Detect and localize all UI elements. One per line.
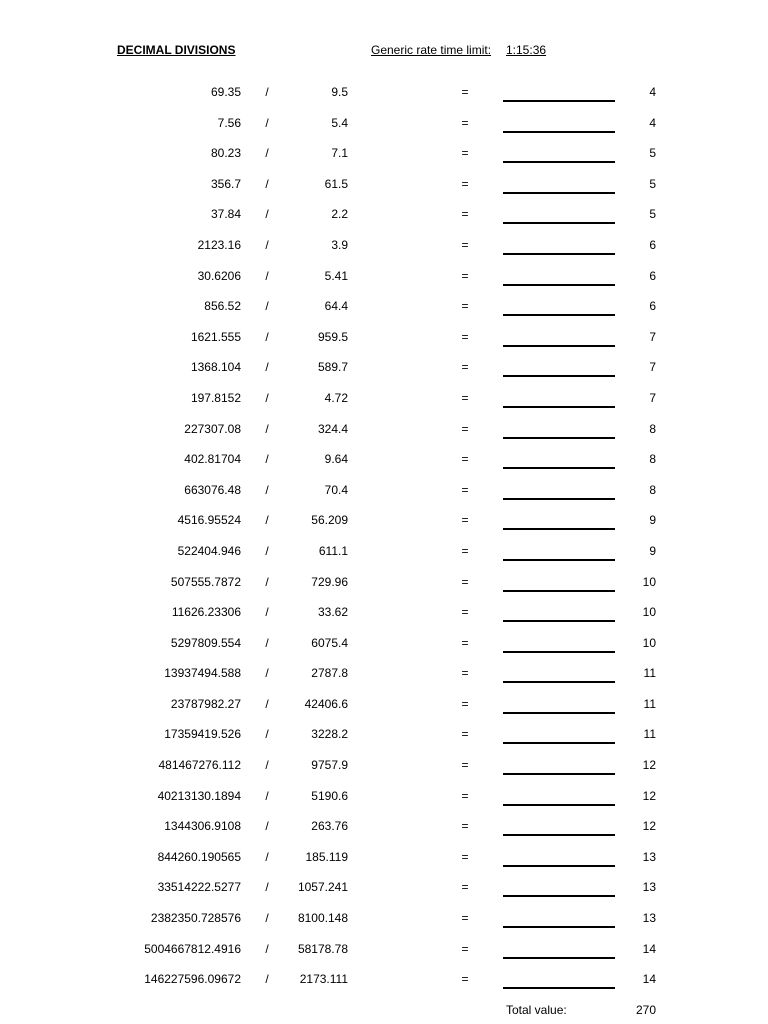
dividend: 856.52 xyxy=(204,299,241,314)
answer-blank[interactable] xyxy=(503,467,615,469)
problem-row xyxy=(0,935,768,966)
point-value: 6 xyxy=(649,299,656,314)
division-sign: / xyxy=(265,941,269,956)
point-value: 13 xyxy=(642,880,656,895)
answer-blank[interactable] xyxy=(503,559,615,561)
divisor: 9.5 xyxy=(331,85,348,99)
answer-blank[interactable] xyxy=(503,681,615,683)
problem-row xyxy=(0,262,768,293)
equals-sign: = xyxy=(461,115,469,130)
dividend: 2382350.728576 xyxy=(150,911,241,926)
equals-sign: = xyxy=(461,972,469,987)
answer-blank[interactable] xyxy=(503,651,615,653)
point-value: 11 xyxy=(643,727,656,742)
dividend: 4516.95524 xyxy=(177,513,241,528)
point-value: 10 xyxy=(642,635,656,650)
point-value: 5 xyxy=(649,207,656,222)
division-sign: / xyxy=(265,329,269,344)
problem-row xyxy=(0,78,768,109)
dividend: 5004667812.4916 xyxy=(144,941,241,956)
point-value: 12 xyxy=(642,819,656,834)
answer-blank[interactable] xyxy=(503,253,615,255)
answer-blank[interactable] xyxy=(503,773,615,775)
answer-blank[interactable] xyxy=(503,865,615,867)
answer-blank[interactable] xyxy=(503,987,615,989)
division-sign: / xyxy=(265,268,269,283)
equals-sign: = xyxy=(461,605,469,620)
divisor: 33.62 xyxy=(317,605,348,620)
division-sign: / xyxy=(265,696,269,711)
division-sign: / xyxy=(265,452,269,467)
equals-sign: = xyxy=(461,85,469,99)
equals-sign: = xyxy=(461,299,469,314)
division-sign: / xyxy=(265,880,269,895)
divisor: 1057.241 xyxy=(297,880,348,895)
divisor: 3228.2 xyxy=(311,727,348,742)
division-sign: / xyxy=(265,849,269,864)
division-sign: / xyxy=(265,115,269,130)
answer-blank[interactable] xyxy=(503,284,615,286)
point-value: 14 xyxy=(642,972,656,987)
equals-sign: = xyxy=(461,452,469,467)
divisor: 185.119 xyxy=(305,849,348,864)
division-sign: / xyxy=(265,605,269,620)
answer-blank[interactable] xyxy=(503,895,615,897)
point-value: 10 xyxy=(642,605,656,620)
problem-row xyxy=(0,629,768,660)
equals-sign: = xyxy=(461,176,469,191)
problem-row xyxy=(0,415,768,446)
dividend: 663076.48 xyxy=(184,482,241,497)
problem-row xyxy=(0,720,768,751)
dividend: 356.7 xyxy=(210,176,241,191)
equals-sign: = xyxy=(461,758,469,773)
dividend: 507555.7872 xyxy=(170,574,241,589)
dividend: 146227596.09672 xyxy=(144,972,241,987)
point-value: 7 xyxy=(649,360,656,375)
dividend: 33514222.5277 xyxy=(157,880,241,895)
time-limit-label: Generic rate time limit: xyxy=(371,43,492,57)
equals-sign: = xyxy=(461,880,469,895)
division-sign: / xyxy=(265,911,269,926)
answer-blank[interactable] xyxy=(503,161,615,163)
problem-row xyxy=(0,690,768,721)
problem-row xyxy=(0,292,768,323)
division-sign: / xyxy=(265,85,269,99)
point-value: 7 xyxy=(649,390,656,405)
point-value: 8 xyxy=(649,421,656,436)
divisor: 56.209 xyxy=(311,513,348,528)
problem-row xyxy=(0,751,768,782)
division-sign: / xyxy=(265,513,269,528)
problem-row xyxy=(0,445,768,476)
dividend: 69.35 xyxy=(210,85,241,99)
dividend: 2123.16 xyxy=(197,237,241,252)
division-sign: / xyxy=(265,635,269,650)
equals-sign: = xyxy=(461,666,469,681)
division-sign: / xyxy=(265,758,269,773)
equals-sign: = xyxy=(461,329,469,344)
divisor: 589.7 xyxy=(317,360,348,375)
division-sign: / xyxy=(265,237,269,252)
answer-blank[interactable] xyxy=(503,957,615,959)
equals-sign: = xyxy=(461,543,469,558)
problem-row xyxy=(0,904,768,935)
point-value: 4 xyxy=(649,115,656,130)
divisor: 324.4 xyxy=(317,421,348,436)
point-value: 6 xyxy=(649,268,656,283)
answer-blank[interactable] xyxy=(503,620,615,622)
problem-row xyxy=(0,598,768,629)
problem-row xyxy=(0,139,768,170)
problem-row xyxy=(0,353,768,384)
point-value: 4 xyxy=(649,85,656,99)
equals-sign: = xyxy=(461,390,469,405)
divisor: 5190.6 xyxy=(311,788,348,803)
divisor: 4.72 xyxy=(324,390,348,405)
divisor: 61.5 xyxy=(324,176,348,191)
point-value: 5 xyxy=(649,176,656,191)
dividend: 11626.23306 xyxy=(171,605,241,620)
divisor: 3.9 xyxy=(331,237,348,252)
total-value: 270 xyxy=(635,1003,656,1017)
dividend: 227307.08 xyxy=(184,421,241,436)
division-sign: / xyxy=(265,819,269,834)
problem-row xyxy=(0,109,768,140)
dividend: 40213130.1894 xyxy=(157,788,241,803)
answer-blank[interactable] xyxy=(503,926,615,928)
dividend: 522404.946 xyxy=(177,543,241,558)
problem-list xyxy=(0,78,768,996)
division-sign: / xyxy=(265,972,269,987)
divisor: 611.1 xyxy=(318,543,348,558)
equals-sign: = xyxy=(461,268,469,283)
division-sign: / xyxy=(265,146,269,161)
dividend: 1368.104 xyxy=(190,360,241,375)
division-sign: / xyxy=(265,543,269,558)
answer-blank[interactable] xyxy=(503,528,615,530)
divisor: 42406.6 xyxy=(304,696,348,711)
point-value: 10 xyxy=(642,574,656,589)
answer-blank[interactable] xyxy=(503,437,615,439)
point-value: 12 xyxy=(642,788,656,803)
divisor: 6075.4 xyxy=(311,635,348,650)
point-value: 14 xyxy=(642,941,656,956)
equals-sign: = xyxy=(461,849,469,864)
dividend: 481467276.112 xyxy=(158,758,241,773)
divisor: 9.64 xyxy=(324,452,348,467)
problem-row xyxy=(0,200,768,231)
equals-sign: = xyxy=(461,574,469,589)
equals-sign: = xyxy=(461,360,469,375)
problem-row xyxy=(0,843,768,874)
dividend: 5297809.554 xyxy=(170,635,241,650)
equals-sign: = xyxy=(461,237,469,252)
dividend: 1621.555 xyxy=(190,329,241,344)
worksheet-title: DECIMAL DIVISIONS xyxy=(117,43,236,57)
answer-blank[interactable] xyxy=(503,498,615,500)
answer-blank[interactable] xyxy=(503,804,615,806)
equals-sign: = xyxy=(461,482,469,497)
equals-sign: = xyxy=(461,941,469,956)
divisor: 2173.111 xyxy=(299,972,348,987)
answer-blank[interactable] xyxy=(503,712,615,714)
dividend: 7.56 xyxy=(217,115,241,130)
division-sign: / xyxy=(265,421,269,436)
divisor: 729.96 xyxy=(311,574,348,589)
total-label: Total value: xyxy=(506,1003,567,1017)
division-sign: / xyxy=(265,574,269,589)
division-sign: / xyxy=(265,207,269,222)
dividend: 37.84 xyxy=(210,207,241,222)
point-value: 8 xyxy=(649,452,656,467)
dividend: 844260.190565 xyxy=(157,849,241,864)
problem-row xyxy=(0,170,768,201)
problem-row xyxy=(0,659,768,690)
equals-sign: = xyxy=(461,421,469,436)
dividend: 30.6206 xyxy=(197,268,241,283)
point-value: 9 xyxy=(649,543,656,558)
answer-blank[interactable] xyxy=(503,345,615,347)
division-sign: / xyxy=(265,299,269,314)
equals-sign: = xyxy=(461,207,469,222)
answer-blank[interactable] xyxy=(503,131,615,133)
answer-blank[interactable] xyxy=(503,100,615,102)
divisor: 5.4 xyxy=(331,115,348,130)
dividend: 197.8152 xyxy=(190,390,241,405)
answer-blank[interactable] xyxy=(503,406,615,408)
division-sign: / xyxy=(265,482,269,497)
point-value: 13 xyxy=(642,911,656,926)
point-value: 11 xyxy=(643,666,656,681)
divisor: 263.76 xyxy=(311,819,348,834)
problem-row xyxy=(0,965,768,996)
division-sign: / xyxy=(265,360,269,375)
point-value: 5 xyxy=(649,146,656,161)
division-sign: / xyxy=(265,788,269,803)
point-value: 6 xyxy=(649,237,656,252)
divisor: 64.4 xyxy=(324,299,348,314)
point-value: 11 xyxy=(643,696,656,711)
equals-sign: = xyxy=(461,696,469,711)
equals-sign: = xyxy=(461,513,469,528)
problem-row xyxy=(0,537,768,568)
dividend: 23787982.27 xyxy=(170,696,241,711)
answer-blank[interactable] xyxy=(503,222,615,224)
problem-row xyxy=(0,231,768,262)
answer-blank[interactable] xyxy=(503,192,615,194)
point-value: 7 xyxy=(649,329,656,344)
dividend: 13937494.588 xyxy=(164,666,241,681)
problem-row xyxy=(0,873,768,904)
division-sign: / xyxy=(265,727,269,742)
divisor: 2787.8 xyxy=(311,666,348,681)
answer-blank[interactable] xyxy=(503,834,615,836)
problem-row xyxy=(0,812,768,843)
divisor: 70.4 xyxy=(324,482,348,497)
divisor: 2.2 xyxy=(331,207,348,222)
dividend: 80.23 xyxy=(210,146,241,161)
problem-row xyxy=(0,384,768,415)
problem-row xyxy=(0,782,768,813)
division-sign: / xyxy=(265,666,269,681)
answer-blank[interactable] xyxy=(503,590,615,592)
problem-row xyxy=(0,568,768,599)
problem-row xyxy=(0,506,768,537)
point-value: 9 xyxy=(649,513,656,528)
divisor: 8100.148 xyxy=(297,911,348,926)
point-value: 8 xyxy=(649,482,656,497)
answer-blank[interactable] xyxy=(503,742,615,744)
divisor: 58178.78 xyxy=(297,941,348,956)
equals-sign: = xyxy=(461,788,469,803)
equals-sign: = xyxy=(461,727,469,742)
division-sign: / xyxy=(265,176,269,191)
equals-sign: = xyxy=(461,635,469,650)
dividend: 402.81704 xyxy=(184,452,241,467)
point-value: 12 xyxy=(642,758,656,773)
divisor: 7.1 xyxy=(331,146,348,161)
time-limit-value: 1:15:36 xyxy=(506,43,547,57)
division-sign: / xyxy=(265,390,269,405)
divisor: 9757.9 xyxy=(311,758,348,773)
dividend: 17359419.526 xyxy=(164,727,241,742)
answer-blank[interactable] xyxy=(503,314,615,316)
equals-sign: = xyxy=(461,819,469,834)
dividend: 1344306.9108 xyxy=(164,819,241,834)
equals-sign: = xyxy=(461,911,469,926)
divisor: 5.41 xyxy=(324,268,348,283)
answer-blank[interactable] xyxy=(503,375,615,377)
divisor: 959.5 xyxy=(317,329,348,344)
point-value: 13 xyxy=(642,849,656,864)
problem-row xyxy=(0,323,768,354)
problem-row xyxy=(0,476,768,507)
equals-sign: = xyxy=(461,146,469,161)
